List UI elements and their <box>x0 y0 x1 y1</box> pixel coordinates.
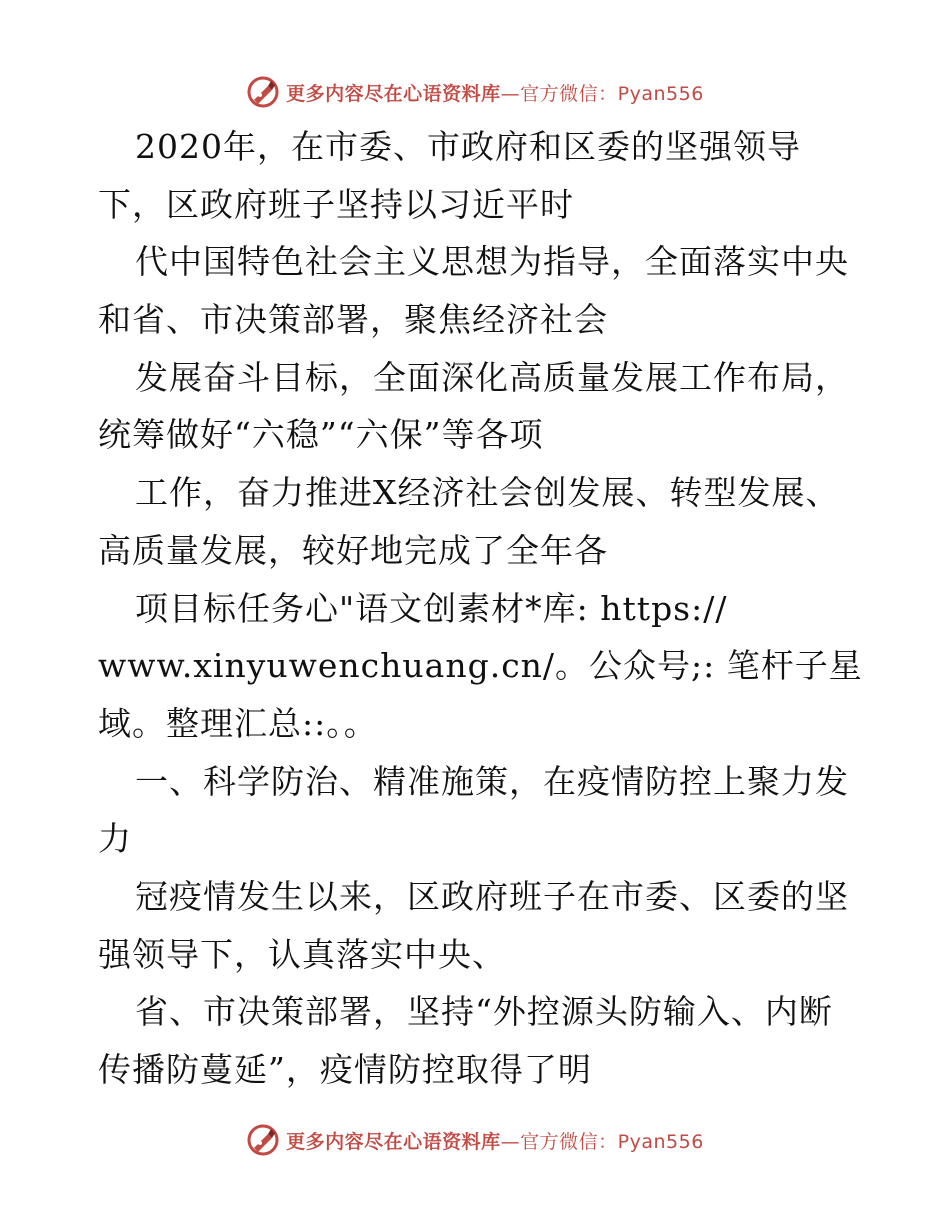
header-banner-text <box>286 79 704 106</box>
header-banner-title: 更多内容尽在心语资料库 <box>286 82 501 105</box>
header-banner-contact: —官方微信：Pyan556 <box>500 82 704 105</box>
header-banner <box>0 72 950 112</box>
body-line: 省、市决策部署，坚持“外控源头防输入、内断 <box>135 992 833 1032</box>
body-line: 项目标任务心"语文创素材*库: https:// <box>135 588 728 628</box>
body-line: 代中国特色社会主义思想为指导，全面落实中央 <box>135 242 849 282</box>
section-heading: 一、科学防治、精准施策，在疫情防控上聚力发 <box>135 761 849 801</box>
footer-banner-text <box>286 1127 704 1154</box>
document-body <box>98 118 863 1099</box>
footer-banner <box>0 1120 950 1160</box>
pen-logo-icon <box>246 1123 280 1157</box>
body-line: 下，区政府班子坚持以习近平时 <box>98 184 574 224</box>
body-line: 传播防蔓延”，疫情防控取得了明 <box>98 1050 592 1089</box>
section-heading-continued: 力 <box>98 819 132 859</box>
body-line: www.xinyuwenchuang.cn/。公众号;: 笔杆子星 <box>98 646 863 686</box>
body-line: 高质量发展，较好地完成了全年各 <box>98 530 608 570</box>
body-line: 域。整理汇总::。。 <box>98 703 378 743</box>
footer-banner-title: 更多内容尽在心语资料库 <box>286 1130 501 1153</box>
body-line: 和省、市决策部署，聚焦经济社会 <box>98 300 608 340</box>
body-line: 发展奋斗目标，全面深化高质量发展工作布局， <box>135 357 849 397</box>
body-line: 统筹做好“六稳”“六保”等各项 <box>98 415 544 455</box>
body-line: 强领导下，认真落实中央、 <box>98 934 506 974</box>
body-line: 2020年，在市委、市政府和区委的坚强领导 <box>135 127 801 166</box>
body-line: 工作，奋力推进X经济社会创发展、转型发展、 <box>135 473 840 513</box>
body-line: 冠疫情发生以来，区政府班子在市委、区委的坚 <box>135 876 849 916</box>
pen-logo-icon <box>246 75 280 109</box>
footer-banner-contact: —官方微信：Pyan556 <box>500 1130 704 1153</box>
